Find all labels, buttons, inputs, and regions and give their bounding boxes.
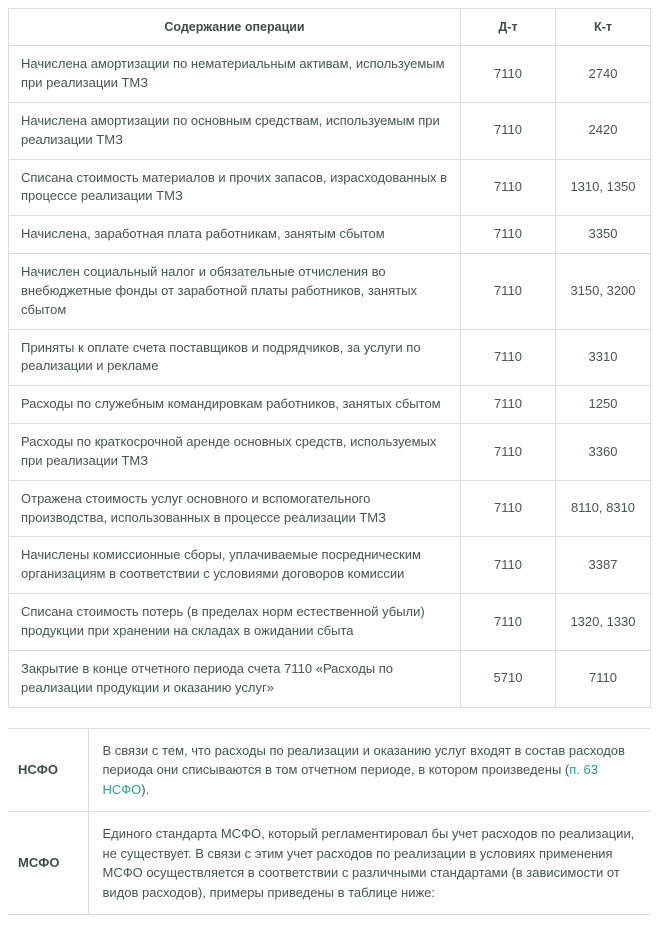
credit-value: 3350 — [556, 216, 651, 254]
table-row — [9, 650, 651, 707]
credit-value: 1310, 1350 — [556, 159, 651, 216]
table-row — [9, 537, 651, 594]
notes-table — [8, 728, 651, 916]
table-row — [9, 386, 651, 424]
note-text-nsfo — [88, 728, 651, 812]
note-text-part: В связи с тем, что расходы по реализации и оказанию услуг входят в состав расходов периода они списываются в том отчетном периоде, в котором произведены ( — [102, 742, 625, 778]
debit-value: 7110 — [461, 480, 556, 537]
credit-value: 8110, 8310 — [556, 480, 651, 537]
operations-table — [8, 8, 651, 708]
operation-text: Расходы по краткосрочной аренде основных средств, используемых при реализации ТМЗ — [9, 424, 461, 481]
debit-value: 7110 — [461, 386, 556, 424]
note-label-nsfo: НСФО — [8, 728, 88, 812]
operation-text: Начислена амортизации по основным средствам, используемым при реализации ТМЗ — [9, 102, 461, 159]
table-row — [9, 480, 651, 537]
header-operation: Содержание операции — [9, 9, 461, 46]
credit-value: 1250 — [556, 386, 651, 424]
table-row — [9, 329, 651, 386]
debit-value: 7110 — [461, 216, 556, 254]
operation-text: Расходы по служебным командировкам работников, занятых сбытом — [9, 386, 461, 424]
header-credit: К-т — [556, 9, 651, 46]
note-text-part: ). — [141, 781, 150, 797]
table-row — [9, 216, 651, 254]
credit-value: 3360 — [556, 424, 651, 481]
credit-value: 3387 — [556, 537, 651, 594]
credit-value: 3150, 3200 — [556, 254, 651, 330]
table-row — [9, 424, 651, 481]
table-row — [9, 46, 651, 103]
note-label-msfo: МСФО — [8, 812, 88, 915]
debit-value: 7110 — [461, 159, 556, 216]
debit-value: 5710 — [461, 650, 556, 707]
header-debit: Д-т — [461, 9, 556, 46]
nsfo-paragraph-link[interactable]: п. 63 НСФО — [102, 762, 598, 797]
operation-text: Отражена стоимость услуг основного и вспомогательного производства, использованных в процессе реализации ТМЗ — [9, 480, 461, 537]
debit-value: 7110 — [461, 329, 556, 386]
operation-text: Начислена амортизации по нематериальным активам, используемым при реализации ТМЗ — [9, 46, 461, 103]
operation-text: Списана стоимость материалов и прочих запасов, израсходованных в процессе реализации ТМЗ — [9, 159, 461, 216]
debit-value: 7110 — [461, 254, 556, 330]
credit-value: 7110 — [556, 650, 651, 707]
debit-value: 7110 — [461, 594, 556, 651]
operation-text: Списана стоимость потерь (в пределах норм естественной убыли) продукции при хранении на складах в ожидании сбыта — [9, 594, 461, 651]
credit-value: 3310 — [556, 329, 651, 386]
debit-value: 7110 — [461, 537, 556, 594]
credit-value: 2420 — [556, 102, 651, 159]
operation-text: Приняты к оплате счета поставщиков и подрядчиков, за услуги по реализации и рекламе — [9, 329, 461, 386]
note-row-msfo — [8, 812, 651, 915]
operation-text: Начислены комиссионные сборы, уплачиваемые посредническим организациям в соответствии с условиями договоров комиссии — [9, 537, 461, 594]
credit-value: 1320, 1330 — [556, 594, 651, 651]
operation-text: Закрытие в конце отчетного периода счета 7110 «Расходы по реализации продукции и оказанию услуг» — [9, 650, 461, 707]
debit-value: 7110 — [461, 424, 556, 481]
debit-value: 7110 — [461, 102, 556, 159]
debit-value: 7110 — [461, 46, 556, 103]
note-text-msfo: Единого стандарта МСФО, который регламентировал бы учет расходов по реализации, не существует. В связи с этим учет расходов по реализации в условиях применения МСФО осуществляется в соответствии с различными стандартами (в зависимости от видов расходов), примеры приведены в таблице ниже: — [88, 812, 651, 915]
operations-header-row — [9, 9, 651, 46]
table-row — [9, 102, 651, 159]
table-row — [9, 254, 651, 330]
operation-text: Начислен социальный налог и обязательные отчисления во внебюджетные фонды от заработной платы работников, занятых сбытом — [9, 254, 461, 330]
note-row-nsfo — [8, 728, 651, 812]
table-row — [9, 159, 651, 216]
table-row — [9, 594, 651, 651]
operation-text: Начислена, заработная плата работникам, занятым сбытом — [9, 216, 461, 254]
credit-value: 2740 — [556, 46, 651, 103]
